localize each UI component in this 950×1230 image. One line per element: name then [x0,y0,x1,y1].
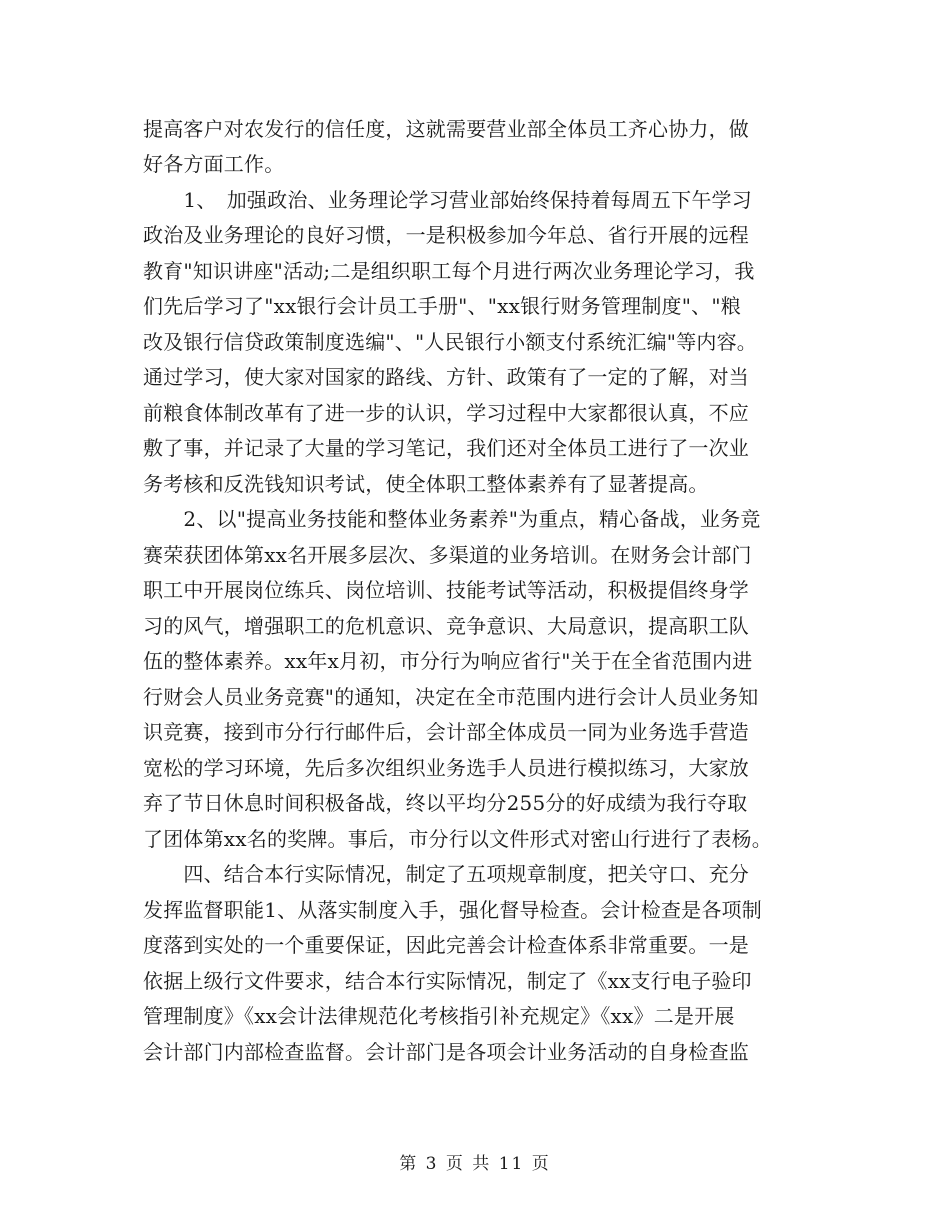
text-line: 行财会人员业务竞赛"的通知，决定在全市范围内进行会计人员业务知 [143,685,759,709]
text-line: 提高客户对农发行的信任度，这就需要营业部全体员工齐心协力，做 [143,117,749,141]
page-number: 第 3 页 共 11 页 [399,1154,551,1174]
text-line: 宽松的学习环境，先后多次组织业务选手人员进行模拟练习，大家放 [143,756,749,780]
text-line: 通过学习，使大家对国家的路线、方针、政策有了一定的了解，对当 [143,365,749,389]
text-line: 教育"知识讲座"活动;二是组织职工每个月进行两次业务理论学习，我 [143,259,755,283]
text-line: 了团体第xx名的奖牌。事后，市分行以文件形式对密山行进行了表杨。 [143,827,772,851]
text-line: 务考核和反洗钱知识考试，使全体职工整体素养有了显著提高。 [143,472,709,496]
text-line: 政治及业务理论的良好习惯，一是积极参加今年总、省行开展的远程 [143,223,749,247]
text-line: 们先后学习了"xx银行会计员工手册"、"xx银行财务管理制度"、"粮 [143,294,741,318]
text-line: 赛荣获团体第xx名开展多层次、多渠道的业务培训。在财务会计部门 [143,543,752,567]
text-line: 2、以"提高业务技能和整体业务素养"为重点，精心备战，业务竞 [143,507,761,531]
text-line: 伍的整体素养。xx年x月初，市分行为响应省行"关于在全省范围内进 [143,649,753,673]
text-line: 习的风气，增强职工的危机意识、竞争意识、大局意识，提高职工队 [143,614,749,638]
text-line: 好各方面工作。 [143,152,285,176]
text-line: 弃了节日休息时间积极备战，终以平均分255分的好成绩为我行夺取 [143,791,748,815]
text-line: 识竞赛，接到市分行行邮件后，会计部全体成员一同为业务选手营造 [143,720,749,744]
text-line: 度落到实处的一个重要保证，因此完善会计检查体系非常重要。一是 [143,933,749,957]
text-line: 敷了事，并记录了大量的学习笔记，我们还对全体员工进行了一次业 [143,436,749,460]
text-line: 发挥监督职能1、从落实制度入手，强化督导检查。会计检查是各项制 [143,898,762,922]
text-line: 改及银行信贷政策制度选编"、"人民银行小额支付系统汇编"等内容。 [143,330,757,354]
text-line: 依据上级行文件要求，结合本行实际情况，制定了《xx支行电子验印 [143,969,752,993]
text-line: 职工中开展岗位练兵、岗位培训、技能考试等活动，积极提倡终身学 [143,578,749,602]
text-line: 四、结合本行实际情况，制定了五项规章制度，把关守口、充分 [143,862,749,886]
text-line: 1、 加强政治、业务理论学习营业部始终保持着每周五下午学习 [143,188,752,212]
text-line: 管理制度》《xx会计法律规范化考核指引补充规定》《xx》二是开展 [143,1004,735,1028]
text-line: 会计部门内部检查监督。会计部门是各项会计业务活动的自身检查监 [143,1040,749,1064]
text-line: 前粮食体制改革有了进一步的认识，学习过程中大家都很认真，不应 [143,401,749,425]
